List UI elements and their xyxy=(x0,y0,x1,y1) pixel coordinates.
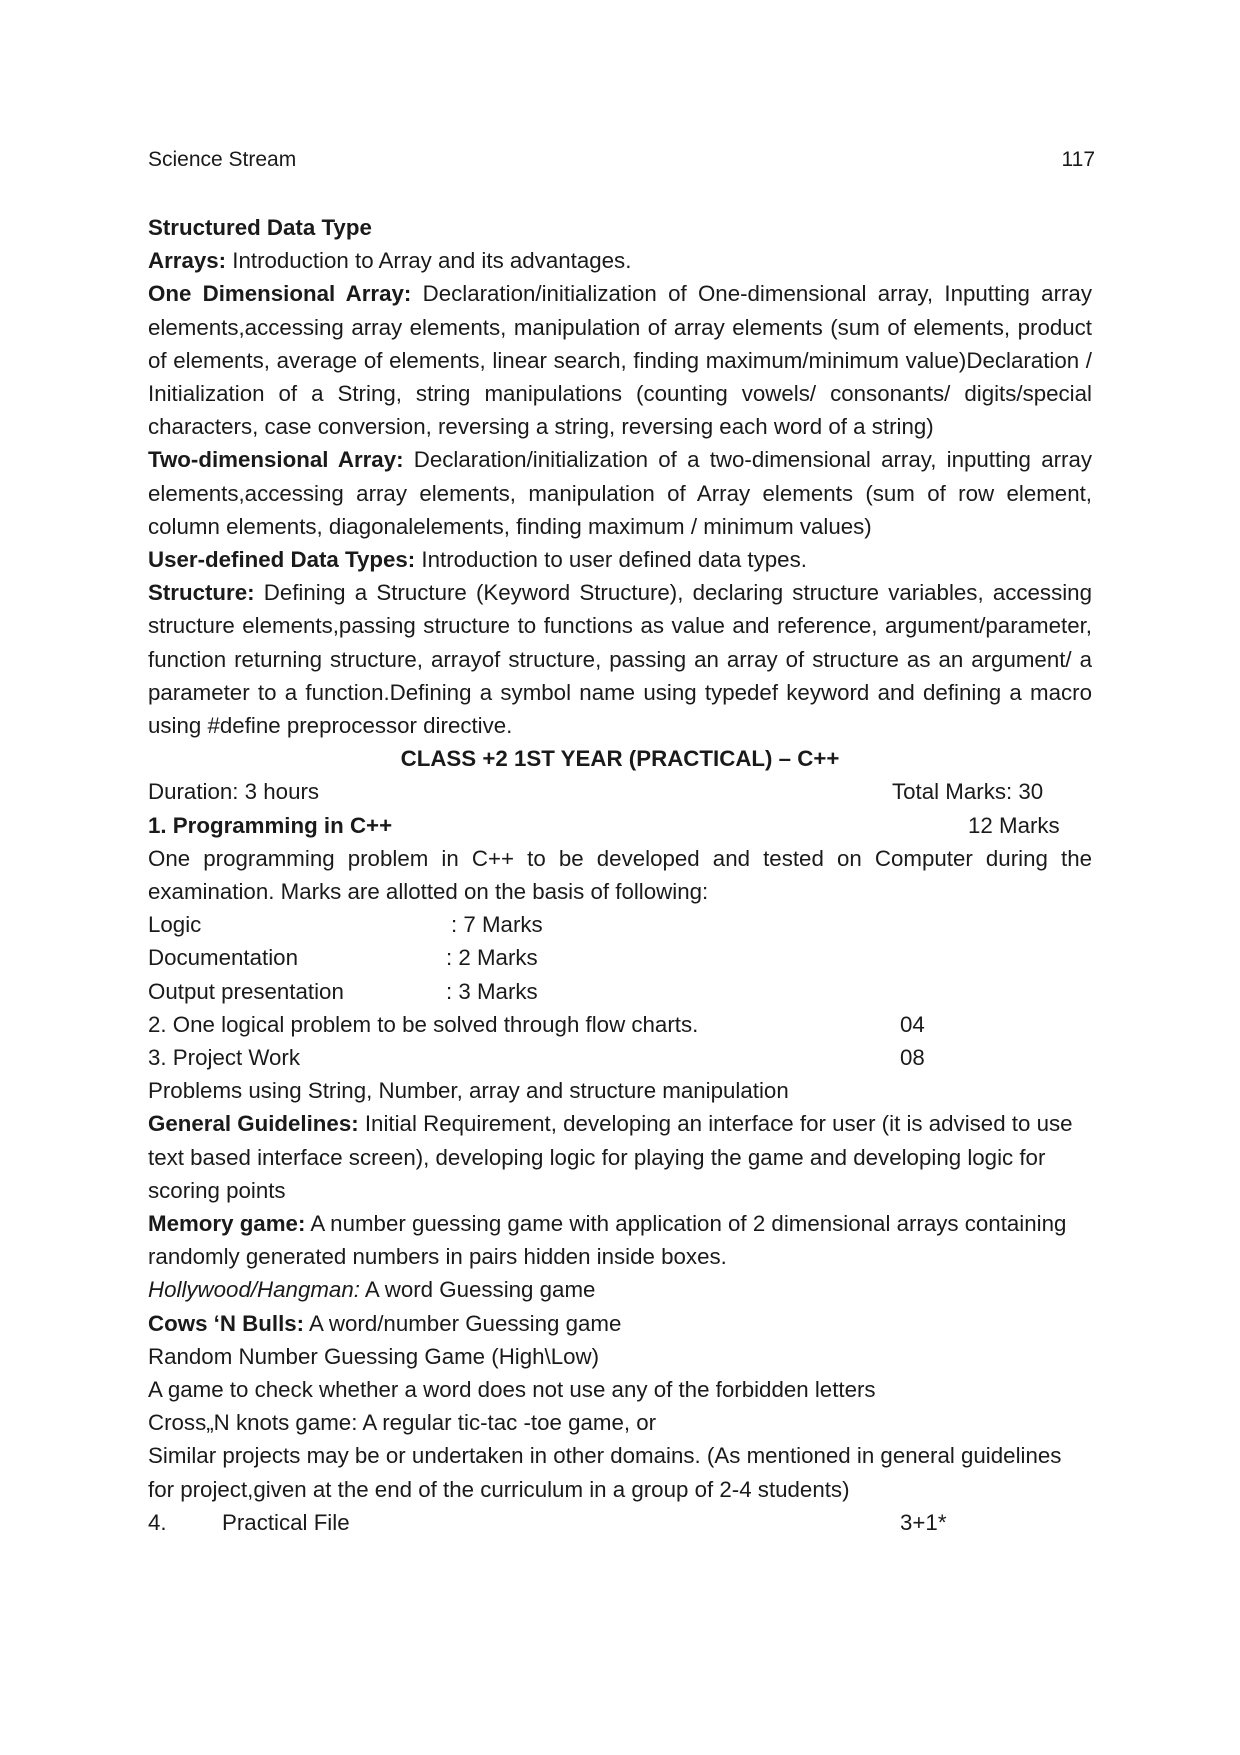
marks-value: : 2 Marks xyxy=(446,945,538,971)
item3-row xyxy=(148,1041,1092,1074)
item1-row xyxy=(148,809,1092,842)
item4-title: Practical File xyxy=(222,1509,350,1535)
item2-row xyxy=(148,1008,1092,1041)
arrays-paragraph: Arrays: Introduction to Array and its advantages. xyxy=(148,248,632,274)
item2-title: 2. One logical problem to be solved through flow charts. xyxy=(148,1011,699,1037)
page-body xyxy=(148,211,1092,1539)
running-header-left: Science Stream xyxy=(148,148,297,171)
total-marks: Total Marks: 30 xyxy=(892,779,1044,805)
item3-title: 3. Project Work xyxy=(148,1044,300,1070)
one-dim-paragraph: One Dimensional Array: Declaration/initialization of One-dimensional array, Inputting array elements,accessing array elements, manipulation of array elements (sum of elements, product of elements, average of elements, linear search, finding maximum/minimum value)Declaration / Initialization of a String, string manipulations (counting vowels/ consonants/ digits/special characters, case conversion, reversing a string, reversing each word of a string) xyxy=(148,281,1092,440)
section-title: Structured Data Type xyxy=(148,215,372,240)
forbidden-line: A game to check whether a word does not use any of the forbidden letters xyxy=(148,1377,876,1402)
marks-row xyxy=(148,908,1092,941)
item4-marks: 3+1* xyxy=(900,1509,947,1535)
item3-marks: 08 xyxy=(900,1044,925,1070)
structure-paragraph: Structure: Defining a Structure (Keyword Structure), declaring structure variables, accessing structure elements,passing structure to functions as value and reference, argument/parameter, function returning structure, arrayof structure, passing an array of structure as an argument/ a parameter to a function.Defining a symbol name using typedef keyword and defining a macro using #define preprocessor directive. xyxy=(148,580,1092,739)
problems-line: Problems using String, Number, array and structure manipulation xyxy=(148,1078,789,1104)
similar-paragraph: Similar projects may be or undertaken in other domains. (As mentioned in general guidelines for project,given at the end of the curriculum in a group of 2-4 students) xyxy=(148,1443,1062,1502)
cows-line: Cows ‘N Bulls: A word/number Guessing game xyxy=(148,1310,622,1336)
marks-value: : 7 Marks xyxy=(451,912,543,938)
item1-description: One programming problem in C++ to be developed and tested on Computer during the examination. Marks are allotted on the basis of following: xyxy=(148,845,1092,905)
memory-paragraph: Memory game: A number guessing game with application of 2 dimensional arrays containing randomly generated numbers in pairs hidden inside boxes. xyxy=(148,1210,1067,1270)
guidelines-paragraph: General Guidelines: Initial Requirement, developing an interface for user (it is advised to use text based interface screen), developing logic for playing the game and developing logic for scoring points xyxy=(148,1111,1073,1203)
practical-heading: CLASS +2 1ST YEAR (PRACTICAL) – C++ xyxy=(400,746,840,772)
cross-line: Cross„N knots game: A regular tic-tac -toe game, or xyxy=(148,1410,657,1436)
random-game-line: Random Number Guessing Game (High\Low) xyxy=(148,1343,600,1369)
marks-value: : 3 Marks xyxy=(446,978,538,1004)
item2-marks: 04 xyxy=(900,1011,925,1037)
udt-paragraph: User-defined Data Types: Introduction to user defined data types. xyxy=(148,547,807,573)
duration-text: Duration: 3 hours xyxy=(148,779,320,805)
page-number: 117 xyxy=(1061,148,1095,171)
item1-marks: 12 Marks xyxy=(968,812,1060,838)
hollywood-line: Hollywood/Hangman: A word Guessing game xyxy=(148,1277,596,1303)
marks-label: Output presentation xyxy=(148,978,344,1004)
item4-number: 4. xyxy=(148,1509,167,1535)
marks-row xyxy=(148,941,1092,974)
two-dim-paragraph: Two-dimensional Array: Declaration/initialization of a two-dimensional array, inputting array elements,accessing array elements, manipulation of Array elements (sum of row element, column elements, diagonalelements, finding maximum / minimum values) xyxy=(148,447,1092,539)
item4-row xyxy=(148,1506,1092,1539)
item1-title: 1. Programming in C++ xyxy=(148,812,393,838)
duration-row xyxy=(148,775,1092,808)
marks-label: Logic xyxy=(148,912,202,938)
marks-row xyxy=(148,975,1092,1008)
marks-label: Documentation xyxy=(148,945,298,971)
